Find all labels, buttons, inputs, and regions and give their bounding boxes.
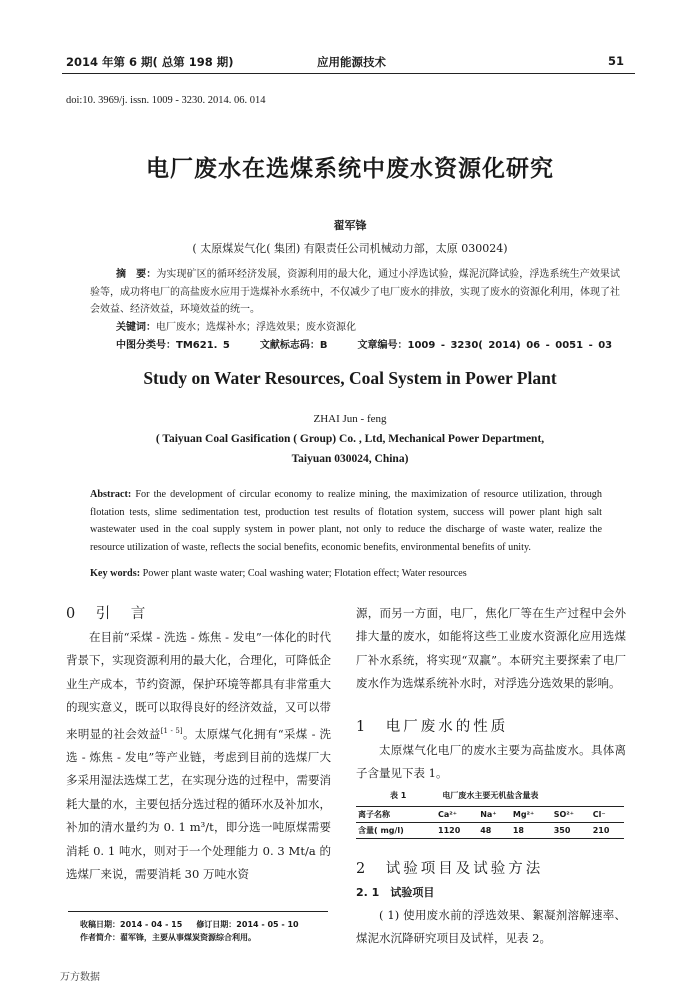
table-1-cell: 1120 <box>438 826 461 835</box>
classification-line <box>116 336 642 351</box>
received-date: 收稿日期：2014 - 04 - 15 <box>80 920 183 929</box>
affiliation-chinese: ( 太原煤炭气化( 集团) 有限责任公司机械动力部，太原 030024) <box>192 242 508 255</box>
table-1 <box>356 806 624 839</box>
intro-continued: 源，而另一方面，电厂，焦化厂等在生产过程中会外排大量的废水，如能将这些工业废水资源化应用选煤厂补水系统，将实现“双赢”。本研究主要探索了电厂废水作为选煤系统补水时，对浮选分选效果的影响。 <box>356 606 626 691</box>
table-1-cell: 210 <box>592 826 610 835</box>
clc-number: 中图分类号：TM621. 5 <box>116 340 230 351</box>
abstract-english-text: For the development of circular economy to realize mining, the maximization of resource utilization, through flotation tests, slime sedimentation test, production test results of flotation system, success will power plant high salt wastewater used in the coal supply system in power plant, not only to reduce the discharge of waste water, realize the resource utilization of waste, reflects the social benefits, economic benefits, environmental benefits of unity. <box>90 489 602 553</box>
keywords-english-label: Key words: <box>90 568 141 579</box>
keywords-text: 电厂废水；选煤补水；浮选效果；废水资源化 <box>156 322 356 333</box>
table-1-header: Mg²⁺ <box>512 810 535 819</box>
journal-name: 应用能源技术 <box>317 55 386 69</box>
affiliation-english-line1: ( Taiyuan Coal Gasification ( Group) Co. , Ltd, Mechanical Power Department, <box>155 433 545 445</box>
table-1-title: 电厂废水主要无机盐含量表 <box>442 791 539 800</box>
abstract-english <box>90 486 602 556</box>
watermark: 万方数据 <box>60 972 100 983</box>
table-1-cell: 350 <box>553 826 571 835</box>
intro-paragraph <box>66 626 331 886</box>
section-1-heading: 1 电厂废水的性质 <box>356 719 509 735</box>
abstract-chinese <box>90 266 620 319</box>
affiliation-english-line2: Taiyuan 030024, China) <box>291 453 409 465</box>
table-1-row-label: 含量( mg/l) <box>358 826 404 835</box>
keywords-chinese <box>116 319 636 337</box>
intro-text-b: 。太原煤气化拥有“采煤 - 洗选 - 炼焦 - 发电”等产业链，考虑到目前的选煤厂大多采用湿法选煤工艺，在实现分选的过程中，需要消耗大量的水，主要包括分选过程的循环水及补加水，补加的清水量约为 0. 1 m³/t，即分选一吨原煤需要消耗 0. 1 吨水，则对于一个处理能力 0. 3 Mt/a 的选煤厂来说，需要消耗 30 万吨水资 <box>66 726 332 882</box>
affiliation-english <box>0 429 700 469</box>
footnote-rule <box>68 911 328 912</box>
issue-info: 2014 年第 6 期( 总第 198 期) <box>66 55 234 69</box>
left-column-body <box>66 626 331 886</box>
table-1-header: Cl⁻ <box>592 810 606 819</box>
author-intro: 作者简介：翟军锋，主要从事煤炭资源综合利用。 <box>80 933 256 942</box>
keywords-english <box>90 568 610 579</box>
author-english: ZHAI Jun - feng <box>313 413 387 425</box>
abstract-label: 摘 要： <box>116 269 157 280</box>
keywords-english-text: Power plant waste water; Coal washing water; Flotation effect; Water resources <box>140 568 467 579</box>
table-1-header: Ca²⁺ <box>438 810 458 819</box>
author-chinese: 翟军锋 <box>333 219 367 232</box>
right-column-top <box>356 602 626 696</box>
section-1-paragraph: 太原煤气化电厂的废水主要为高盐废水。具体离子含量见下表 1。 <box>356 743 626 781</box>
document-code: 文献标志码：B <box>259 340 328 351</box>
section-0-heading: 0 引 言 <box>66 606 149 622</box>
table-1-header: 离子名称 <box>358 810 390 819</box>
table-1-cell: 48 <box>480 826 492 835</box>
abstract-english-label: Abstract: <box>90 489 132 500</box>
section-2-1-paragraph: ( 1) 使用废水前的浮选效果、絮凝剂溶解速率、煤泥水沉降研究项目及试样，见表 2。 <box>356 908 626 946</box>
footnote <box>80 918 313 944</box>
table-1-header: SO²⁺ <box>553 810 574 819</box>
article-number: 文章编号：1009 - 3230( 2014) 06 - 0051 - 03 <box>357 340 613 351</box>
section-2-1-body <box>356 904 626 951</box>
page-number: 51 <box>608 54 625 68</box>
table-1-header: Na⁺ <box>480 810 497 819</box>
header-rule <box>62 73 635 74</box>
section-2-1-heading: 2. 1 试验项目 <box>356 886 435 899</box>
section-1-body <box>356 739 626 786</box>
table-1-caption <box>390 790 538 801</box>
table-1-number: 表 1 <box>390 791 407 800</box>
citation-ref[interactable]: [1 - 5] <box>160 726 183 735</box>
abstract-text: 为实现矿区的循环经济发展，资源利用的最大化，通过小浮选试验，煤泥沉降试验，浮选系统生产效果试验等，成功将电厂的高盐废水应用于选煤补水系统中，不仅减少了电厂废水的排放，实现了废水的资源化利用，体现了社会效益、经济效益，环境效益的统一。 <box>90 269 621 315</box>
keywords-label: 关键词： <box>116 322 156 333</box>
doi[interactable]: doi:10. 3969/j. issn. 1009 - 3230. 2014. 06. 014 <box>66 95 266 106</box>
table-1-cell: 18 <box>512 826 524 835</box>
title-chinese: 电厂废水在选煤系统中废水资源化研究 <box>146 155 554 182</box>
title-english: Study on Water Resources, Coal System in Power Plant <box>143 368 557 388</box>
intro-text-a: 在目前“采煤 - 洗选 - 炼焦 - 发电”一体化的时代背景下，实现资源利用的最大化，合理化，可降低企业生产成本，节约资源，保护环境等都具有非常重大的现实意义，既可以取得良好的经济效益，又可以带来明显的社会效益 <box>66 630 331 741</box>
section-2-heading: 2 试验项目及试验方法 <box>356 861 544 877</box>
revised-date: 修订日期：2014 - 05 - 10 <box>196 920 299 929</box>
